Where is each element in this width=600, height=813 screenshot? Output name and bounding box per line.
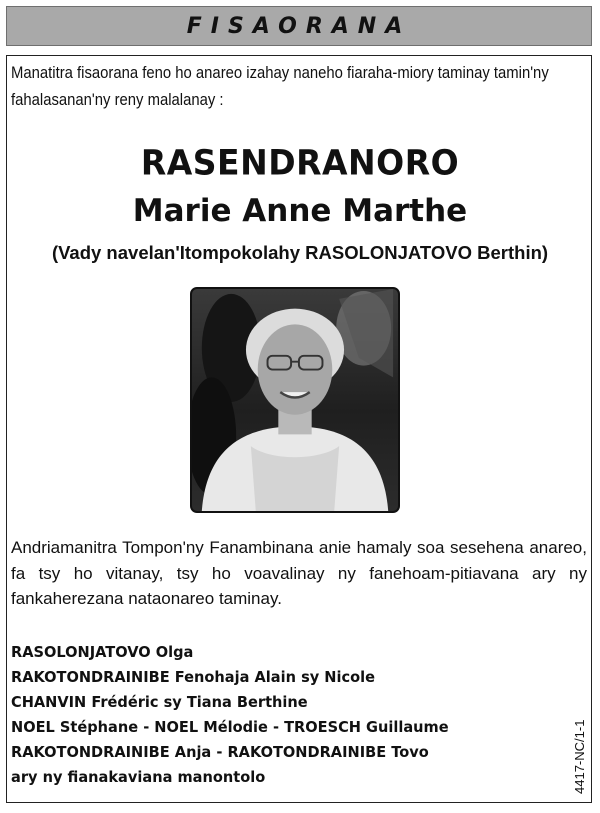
intro-text: Manatitra fisaorana feno ho anareo izahay naneho fiaraha-miory taminay tamin'ny fahalasanan'ny reny malalanay : (11, 64, 549, 109)
family-line: CHANVIN Frédéric sy Tiana Berthine (11, 693, 308, 711)
page-title: FISAORANA (186, 13, 412, 39)
spouse-note: (Vady navelan'Itompokolahy RASOLONJATOVO Berthin) (51, 242, 549, 263)
title-banner (6, 6, 592, 46)
reference-code: 4417-NC/1-1 (572, 719, 587, 794)
deceased-surname: RASENDRANORO (140, 142, 460, 183)
deceased-given-names: Marie Anne Marthe (132, 193, 468, 229)
family-list (11, 640, 551, 790)
family-line: RAKOTONDRAINIBE Anja - RAKOTONDRAINIBE Tovo (11, 743, 429, 761)
family-line: NOEL Stéphane - NOEL Mélodie - TROESCH Guillaume (11, 718, 449, 736)
family-line: RASOLONJATOVO Olga (11, 643, 194, 661)
family-line: RAKOTONDRAINIBE Fenohaja Alain sy Nicole (11, 668, 376, 686)
thanks-message: Andriamanitra Tompon'ny Fanambinana anie hamaly soa sesehena anareo, fa tsy ho vitanay, tsy ho voavalinay ny fanehoam-pitiavana ary ny fankaherezana nataonareo taminay. (11, 538, 587, 608)
portrait-photo (190, 287, 400, 513)
family-line: ary ny fianakaviana manontolo (11, 768, 266, 786)
